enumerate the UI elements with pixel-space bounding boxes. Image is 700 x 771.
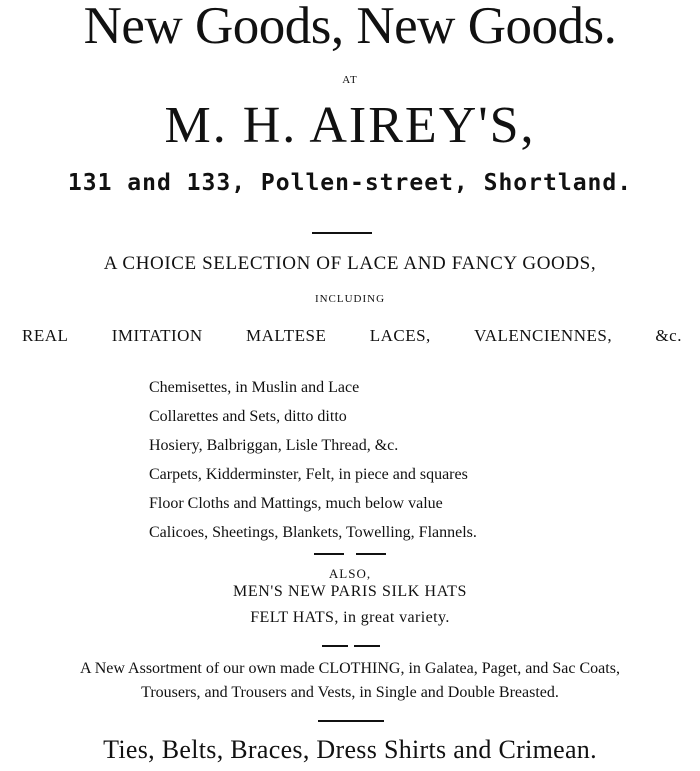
divider-rule bbox=[314, 553, 344, 555]
goods-list-item: Hosiery, Balbriggan, Lisle Thread, &c. bbox=[149, 437, 399, 454]
including-label: INCLUDING bbox=[314, 293, 386, 305]
lace-type: VALENCIENNES, bbox=[474, 326, 613, 345]
hats-line: FELT HATS, in great variety. bbox=[250, 609, 450, 626]
lace-type: REAL bbox=[22, 326, 69, 345]
goods-list bbox=[149, 373, 477, 547]
hats-line: MEN'S NEW PARIS SILK HATS bbox=[233, 583, 467, 600]
goods-list-item: Collarettes and Sets, ditto ditto bbox=[149, 408, 347, 425]
lace-type: MALTESE bbox=[246, 326, 327, 345]
goods-list-item: Carpets, Kidderminster, Felt, in piece and squares bbox=[149, 466, 468, 483]
goods-list-item: Chemisettes, in Muslin and Lace bbox=[149, 379, 360, 396]
goods-list-item: Floor Cloths and Mattings, much below value bbox=[149, 495, 443, 512]
lace-types-row bbox=[22, 326, 682, 346]
at-label: AT bbox=[342, 74, 358, 86]
divider-rule bbox=[356, 553, 386, 555]
divider-rule bbox=[354, 645, 380, 647]
headline: New Goods, New Goods. bbox=[83, 0, 617, 55]
selection-heading: A CHOICE SELECTION OF LACE AND FANCY GOODS, bbox=[103, 253, 597, 274]
divider-rule bbox=[322, 645, 348, 647]
lace-type: IMITATION bbox=[111, 326, 203, 345]
footer-line: Ties, Belts, Braces, Dress Shirts and Crimean. bbox=[103, 735, 597, 764]
shop-address: 131 and 133, Pollen-street, Shortland. bbox=[67, 170, 633, 196]
goods-list-item: Calicoes, Sheetings, Blankets, Towelling, Flannels. bbox=[149, 524, 477, 541]
also-label: ALSO, bbox=[328, 566, 372, 581]
lace-type: &c. bbox=[655, 326, 682, 345]
clothing-line: A New Assortment of our own made CLOTHING, in Galatea, Paget, and Sac Coats, bbox=[80, 660, 620, 677]
divider-rule bbox=[312, 232, 372, 234]
lace-type: LACES, bbox=[369, 326, 431, 345]
divider-rule bbox=[318, 720, 384, 722]
clothing-line: Trousers, and Trousers and Vests, in Single and Double Breasted. bbox=[141, 684, 559, 701]
merchant-name: M. H. AIREY'S, bbox=[164, 97, 536, 154]
